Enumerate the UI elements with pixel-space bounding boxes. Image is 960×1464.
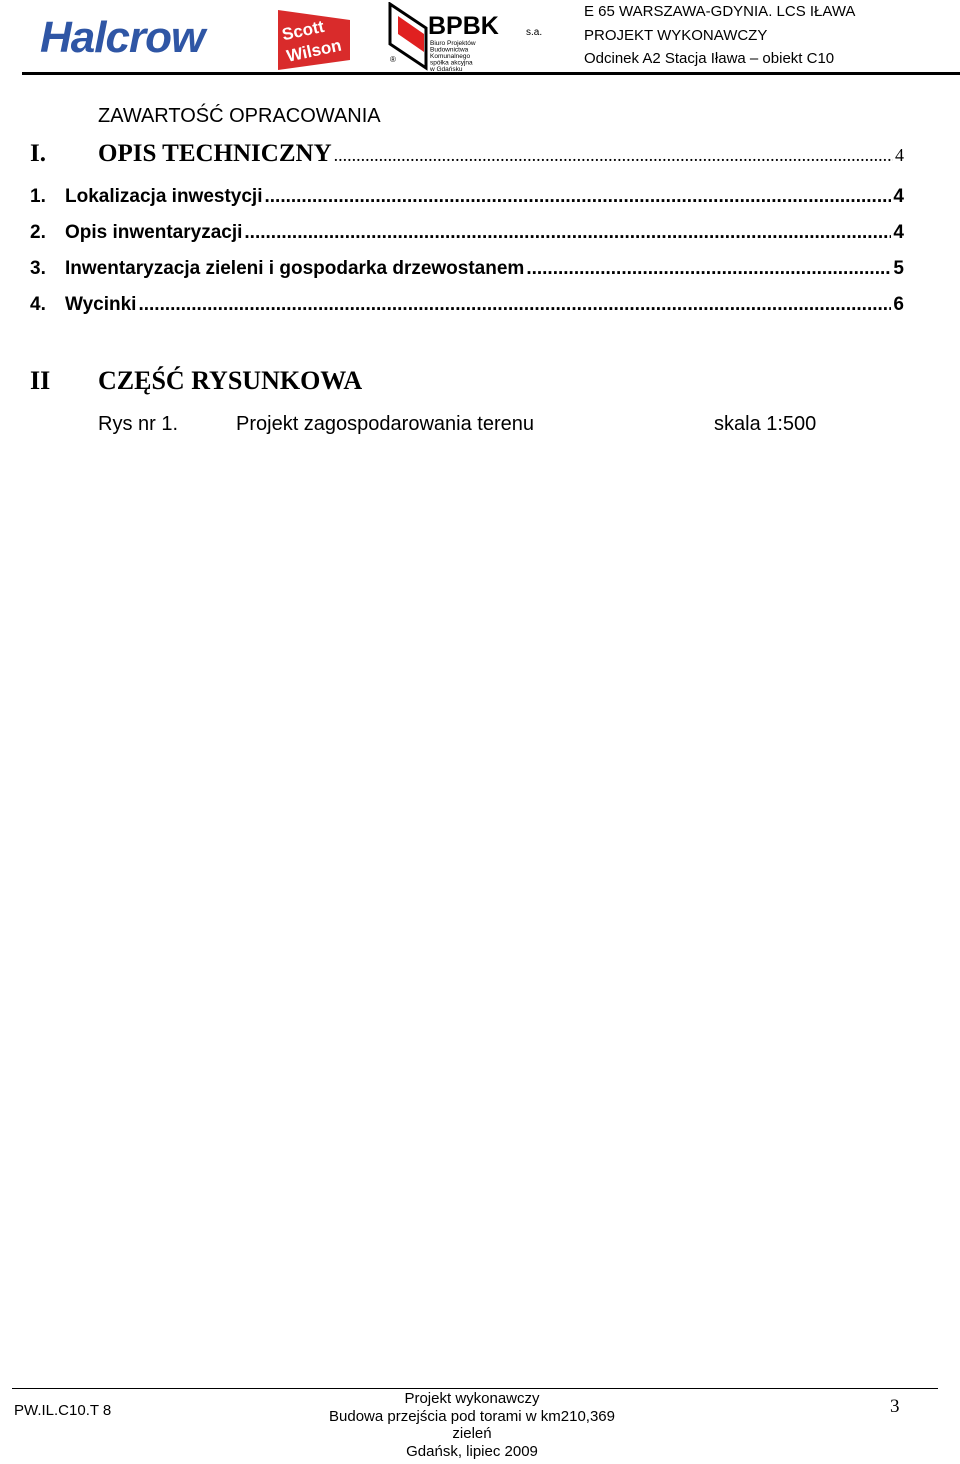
project-info-line1: E 65 WARSZAWA-GDYNIA. LCS IŁAWA [584,3,856,20]
toc-item[interactable] [30,294,904,316]
bpbk-logo-desc-4: spółka akcyjna [430,59,473,67]
toc-item-number: 1. [30,186,46,207]
toc-item-title: Inwentaryzacja zieleni i gospodarka drzewostanem [65,258,525,279]
bpbk-logo-name: BPBK [428,12,499,40]
document-code: PW.IL.C10.T 8 [14,1402,112,1419]
bpbk-logo [386,2,550,72]
toc-item-number: 4. [30,294,46,315]
project-info-line3: Odcinek A2 Stacja Iława – obiekt C10 [584,50,835,67]
scott-wilson-logo-line1: Scott [280,16,326,45]
toc-item[interactable] [30,222,904,244]
toc-item-title: Wycinki [65,294,137,315]
bpbk-logo-desc-1: Biuro Projektów [430,40,476,47]
toc-leader-dots [264,186,891,208]
toc-leader-dots [138,294,891,316]
footer-line: Projekt wykonawczy [404,1390,540,1407]
footer-line: zieleń [452,1425,492,1442]
toc-section-1-page: 4 [895,145,904,165]
drawing-number: Rys nr 1. [98,413,179,435]
toc-section-1[interactable] [30,140,904,168]
scott-wilson-logo-line2: Wilson [284,35,344,66]
svg-text:Halcrow: Halcrow [40,14,205,58]
footer-line: Budowa przejścia pod torami w km210,369 [329,1407,615,1425]
drawing-scale: skala 1:500 [714,413,817,435]
drawing-title: Projekt zagospodarowania terenu [236,413,534,435]
toc-item-title: Opis inwentaryzacji [65,222,243,243]
toc-item-page: 4 [893,186,904,207]
footer-divider [12,1388,938,1389]
toc-leader-dots [244,222,891,244]
svg-text:®: ® [390,55,396,64]
toc-item-page: 4 [893,222,904,243]
toc-item-number: 2. [30,222,46,243]
toc-leader-dots [526,258,891,280]
toc-section-1-number: I. [30,140,46,167]
bpbk-logo-suffix: s.a. [526,27,543,38]
toc-item[interactable] [30,258,904,280]
toc-item-page: 5 [893,258,904,279]
bpbk-logo-desc-3: Komunalnego [430,53,471,60]
page-number: 3 [890,1396,900,1417]
project-info [584,0,855,71]
footer-info [0,1390,944,1460]
toc-item-title: Lokalizacja inwestycji [65,186,263,207]
project-info-line2: PROJEKT WYKONAWCZY [584,26,768,44]
bpbk-logo-desc-2: Budownictwa [430,46,469,54]
toc-leader-dots [334,145,893,166]
toc-item-number: 3. [30,258,46,279]
halcrow-logo [38,14,218,58]
footer-line: Gdańsk, lipiec 2009 [406,1442,538,1460]
toc-item-page: 6 [893,294,904,315]
toc-item[interactable] [30,186,904,208]
scott-wilson-logo [276,6,352,72]
header-divider [22,72,960,75]
toc-section-2-title: CZĘŚĆ RYSUNKOWA [98,366,363,395]
toc-section-2-number: II [30,366,51,395]
toc-heading: ZAWARTOŚĆ OPRACOWANIA [98,105,381,127]
page-header [0,0,960,76]
bpbk-logo-desc-5: w Gdańsku [430,66,463,72]
toc-section-1-title: OPIS TECHNICZNY [98,140,332,167]
